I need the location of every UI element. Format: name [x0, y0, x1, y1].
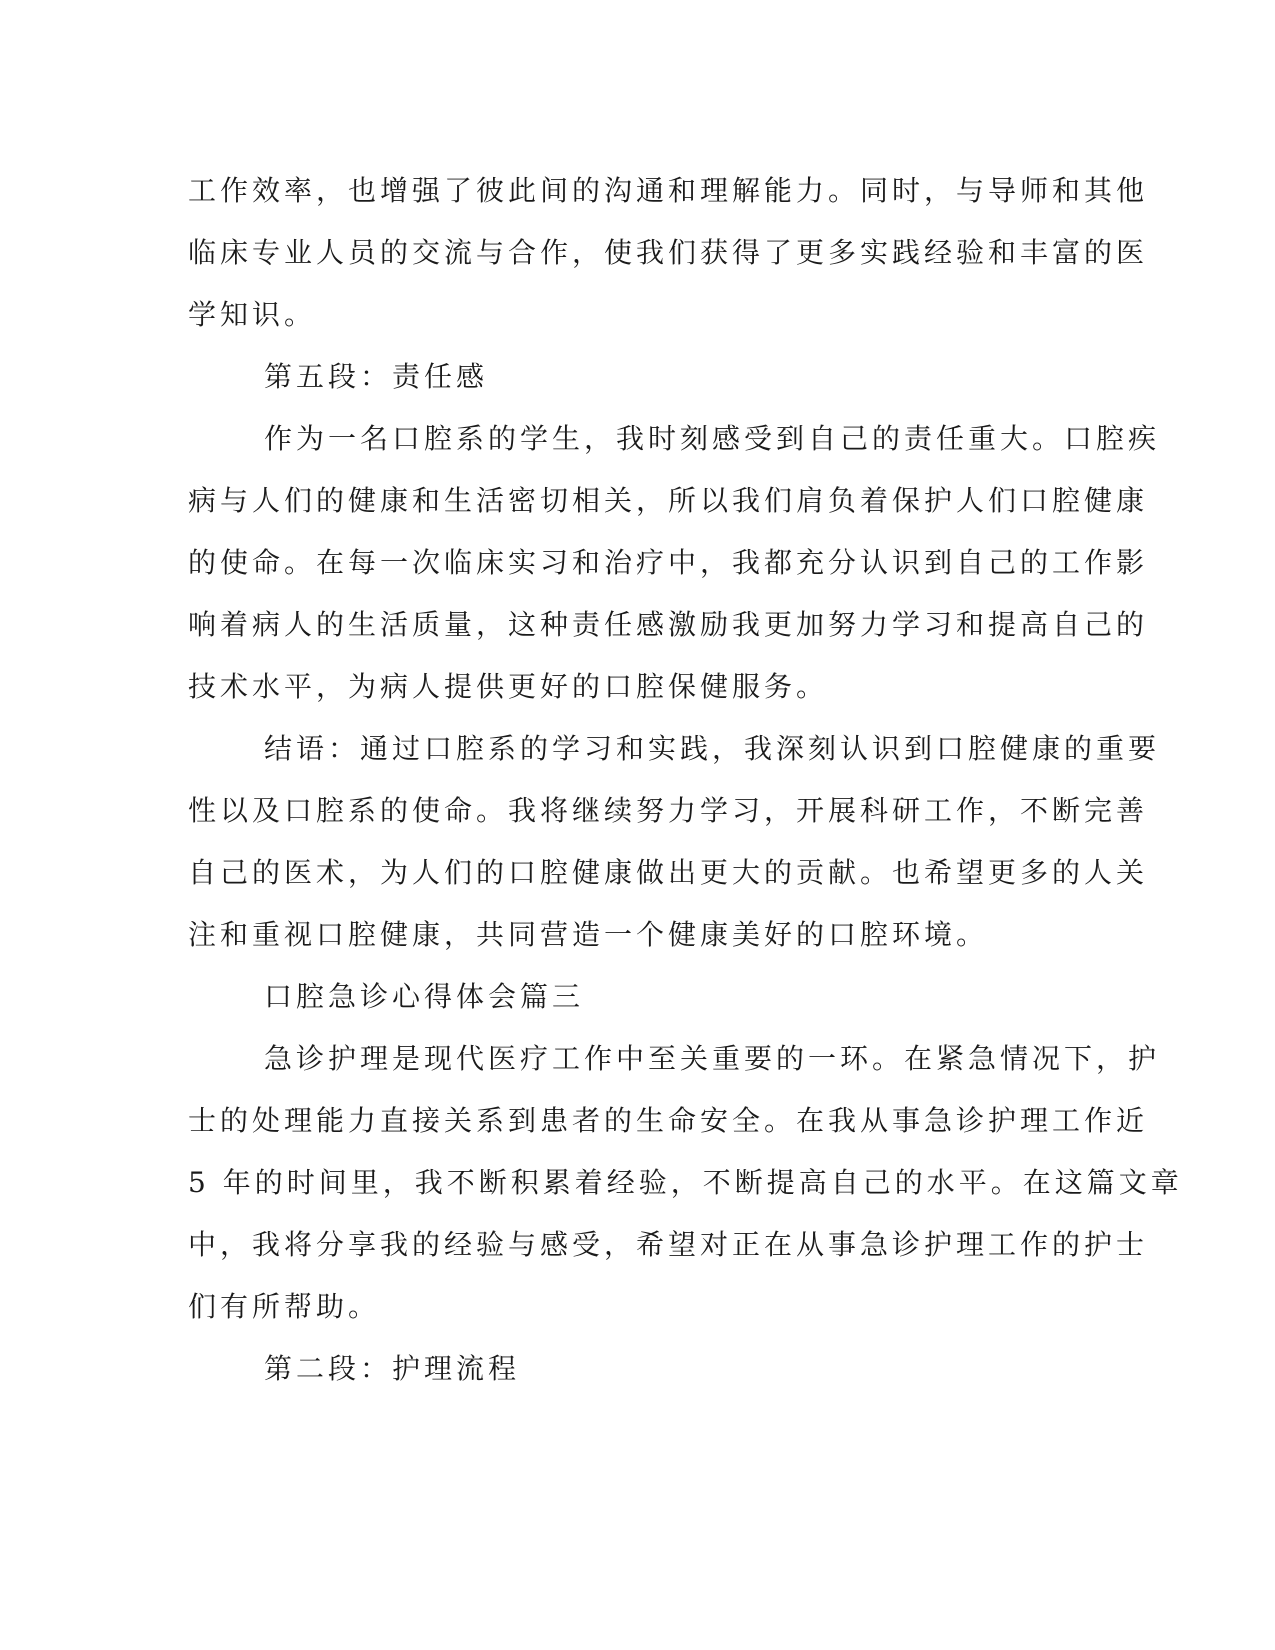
paragraph-line: 的使命。在每一次临床实习和治疗中，我都充分认识到自己的工作影	[188, 546, 1149, 579]
document-body	[188, 160, 1183, 1400]
paragraph-line: 士的处理能力直接关系到患者的生命安全。在我从事急诊护理工作近	[188, 1104, 1149, 1137]
paragraph-line: 注和重视口腔健康，共同营造一个健康美好的口腔环境。	[188, 918, 989, 951]
paragraph-line: 技术水平，为病人提供更好的口腔保健服务。	[188, 670, 829, 703]
paragraph-line: 临床专业人员的交流与合作，使我们获得了更多实践经验和丰富的医	[188, 236, 1149, 269]
section-heading: 口腔急诊心得体会篇三	[264, 980, 585, 1013]
paragraph-line: 病与人们的健康和生活密切相关，所以我们肩负着保护人们口腔健康	[188, 484, 1149, 517]
paragraph-line: 作为一名口腔系的学生，我时刻感受到自己的责任重大。口腔疾	[264, 422, 1161, 455]
paragraph-line: 们有所帮助。	[188, 1290, 381, 1323]
paragraph-line: 结语：通过口腔系的学习和实践，我深刻认识到口腔健康的重要	[264, 732, 1161, 765]
paragraph-line: 响着病人的生活质量，这种责任感激励我更加努力学习和提高自己的	[188, 608, 1149, 641]
paragraph-line: 急诊护理是现代医疗工作中至关重要的一环。在紧急情况下，护	[264, 1042, 1161, 1075]
paragraph-line: 性以及口腔系的使命。我将继续努力学习，开展科研工作，不断完善	[188, 794, 1149, 827]
paragraph-line: 5 年的时间里，我不断积累着经验，不断提高自己的水平。在这篇文章	[188, 1166, 1183, 1199]
paragraph-line: 中，我将分享我的经验与感受，希望对正在从事急诊护理工作的护士	[188, 1228, 1149, 1261]
section-heading: 第二段：护理流程	[264, 1352, 521, 1385]
paragraph-line: 自己的医术，为人们的口腔健康做出更大的贡献。也希望更多的人关	[188, 856, 1149, 889]
paragraph-line: 工作效率，也增强了彼此间的沟通和理解能力。同时，与导师和其他	[188, 174, 1149, 207]
paragraph-line: 学知识。	[188, 298, 317, 331]
section-heading: 第五段：责任感	[264, 360, 489, 393]
